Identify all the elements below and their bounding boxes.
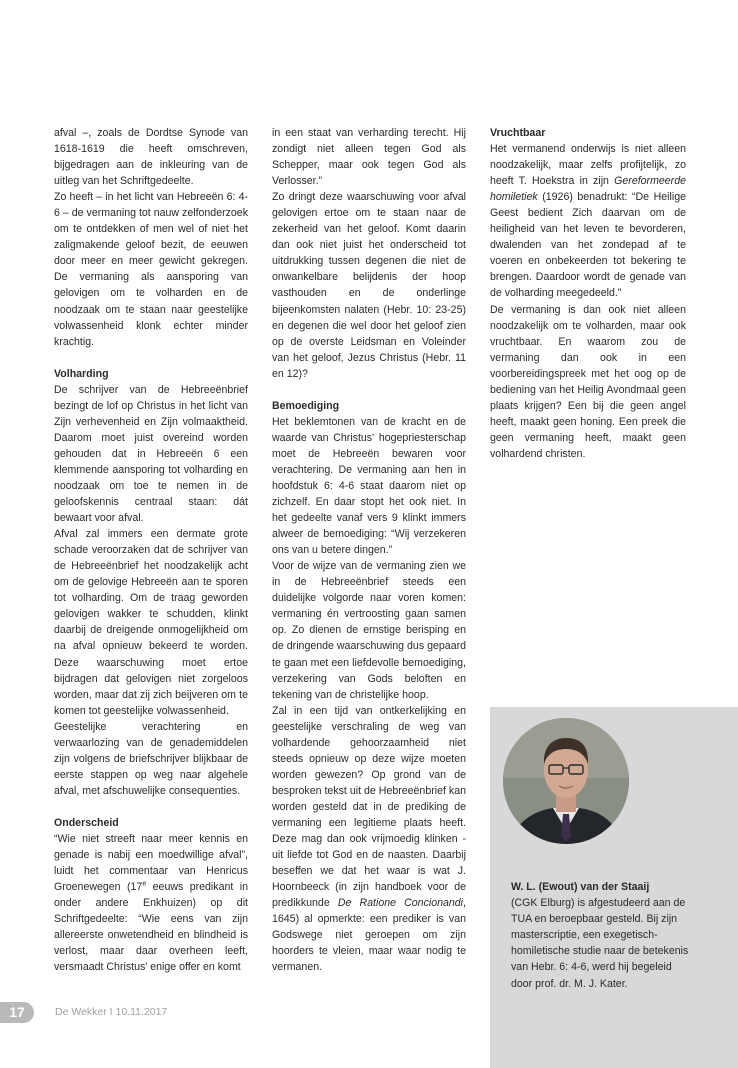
heading-onderscheid: Onderscheid bbox=[54, 816, 119, 829]
paragraph: De schrijver van de Hebreeënbrief bezingt de lof op Christus in het licht van Zijn verhevenheid en Zijn volmaaktheid. Daarom moet juist overeind worden gehouden dat in Hebreeën 6 een klemmende aansporing tot volharding en noodzaak om toe te nemen in de geloofskennis centraal staan: dát bewaart voor afval. bbox=[54, 383, 248, 525]
heading-bemoediging: Bemoediging bbox=[272, 399, 340, 412]
author-portrait bbox=[503, 718, 629, 844]
paragraph: “Wie niet streeft naar meer kennis en genade is nabij een moedwillige afval”, luidt het commentaar van Henricus Groenewegen (17e eeuws predikant in onder andere Enkhuizen) op dit Schriftgedeelte: “Wie eens van zijn allereerste onwetendheid en blindheid is verlost, maar daar overheen leeft, versmaadt Christus' enige offer en komt bbox=[54, 832, 248, 974]
article-column-2 bbox=[272, 125, 466, 975]
heading-volharding: Volharding bbox=[54, 367, 109, 380]
paragraph: in een staat van verharding terecht. Hij zondigt niet alleen tegen God als Schepper, maar ook tegen God als Verlosser.” bbox=[272, 127, 466, 188]
paragraph: Zo dringt deze waarschuwing voor afval gelovigen ertoe om te staan naar de zekerheid van het geloof. Komt daarin dan ook niet juist het onderscheid tot uitdrukking tussen degenen die niet de onwankelbare belijdenis der hoop vasthouden en de onderlinge bijeenkomsten nalaten (Hebr. 10: 23-25) en degenen die wel door het geloof zien op de overste Leidsman en Voleinder van het geloof, Jezus Christus (Hebr. 11 en 12)? bbox=[272, 191, 466, 380]
paragraph: Geestelijke verachtering en verwaarlozing van de genademiddelen zijn volgens de briefschrijver blijkbaar de eerste stappen op weg naar algehele afval, met afschuwelijke consequenties. bbox=[54, 720, 248, 797]
author-photo bbox=[503, 718, 629, 844]
author-name: W. L. (Ewout) van der Staaij bbox=[511, 881, 650, 893]
paragraph: De vermaning is dan ook niet alleen noodzakelijk om te volharden, maar ook vruchtbaar. En waarom zou de vermaning dan ook in een voorbereidingspreek met het oog op de bediening van het Heilig Avondmaal geen plaats krijgen? Een bij die geen angel heeft, maakt geen honing. Een preek die geen vermaning heeft, maakt geen volhardend christen. bbox=[490, 303, 686, 460]
paragraph: Het vermanend onderwijs is niet alleen noodzakelijk, maar zelfs profijtelijk, zo heeft T. Hoekstra in zijn Gereformeerde homiletiek (1926) benadrukt: “De Heilige Geest bedient Zich daarvan om de heiligheid van het leven te bevorderen, dwalenden van het zondepad af te voeren en onbekeerden tot bekering te brengen. Daardoor wordt de genade van de volharding meegedeeld.” bbox=[490, 143, 686, 300]
author-description: (CGK Elburg) is afgestudeerd aan de TUA en beroepbaar gesteld. Bij zijn masterscriptie, een exegetisch-homiletische studie naar de betekenis van Hebr. 6: 4-6, werd hij begeleid door prof. dr. M. J. Kater. bbox=[511, 897, 689, 990]
paragraph: Afval zal immers een dermate grote schade veroorzaken dat de schrijver van de Hebreeënbrief het noodzakelijk acht om de gelovige Hebreeën aan te sporen tot volharding. Om de traag geworden gelovigen wakker te schudden, klinkt daarbij de dreigende onmogelijkheid om na afval opnieuw bekeerd te worden. Deze waarschuwing moet ertoe bijdragen dat gelovigen niet zorgeloos worden, maar dat zij zich beijveren om te komen tot geestelijke volwassenheid. bbox=[54, 528, 248, 717]
paragraph: afval –, zoals de Dordtse Synode van 1618-1619 die heeft omschreven, bijgedragen aan de inkleuring van de uitleg van het Schriftgedeelte. bbox=[54, 127, 248, 188]
paragraph: Zo heeft – in het licht van Hebreeën 6: 4-6 – de vermaning tot nauw zelfonderzoek om te ontdekken of men wel of niet het zaligmakende geloof bezit, de eeuwen door meer en meer gewicht gekregen. De vermaning als aansporing van gelovigen om te volharden en de noodzaak om te staan naar geestelijke volwassenheid klonk echter minder krachtig. bbox=[54, 191, 248, 348]
heading-vruchtbaar: Vruchtbaar bbox=[490, 127, 546, 139]
paragraph: Voor de wijze van de vermaning zien we in de Hebreeënbrief steeds een duidelijke volgorde naar voren komen: vermaning én vertroosting gaan samen op. Zo dienen de ernstige berisping en de dringende waarschuwing dus gepaard te gaan met een liefdevolle bemoediging, verzekering van Gods beloften en tekening van de christelijke hoop. bbox=[272, 560, 466, 701]
paragraph: Zal in een tijd van ontkerkelijking en geestelijke verschraling de weg van volhardende gehoorzaamheid niet steeds opnieuw op deze wijze moeten worden gewezen? Op grond van de besproken tekst uit de Hebreeënbrief kan worden gesteld dat in de prediking de vermaning een legitieme plaats heeft. Deze mag dan ook vrijmoedig klinken - uit liefde tot God en de naasten. Daarbij beseffen we dat het waar is wat J. Hoornbeeck (in zijn handboek voor de predikkunde De Ratione Concionandi, 1645) al opmerkte: een prediker is van Godswege niet geroepen om zijn hoorders te vleien, maar waar nodig te vermanen. bbox=[272, 704, 466, 974]
article-column-3 bbox=[490, 125, 686, 462]
paragraph: Het beklemtonen van de kracht en de waarde van Christus' hogepriesterschap moet de Hebreeën bewaren voor verachtering. De vermaning aan hen in hoofdstuk 6: 4-6 staat daarom niet op zichzelf. En daar stopt het ook niet. In het gedeelte vanaf vers 9 klinkt immers alweer de bemoediging: “Wij verzekeren ons van u betere dingen.” bbox=[272, 415, 466, 557]
author-bio bbox=[511, 879, 689, 992]
article-column-1 bbox=[54, 125, 248, 975]
page-number: 17 bbox=[0, 1002, 34, 1023]
publication-footer: De Wekker I 10.11.2017 bbox=[55, 1006, 168, 1018]
